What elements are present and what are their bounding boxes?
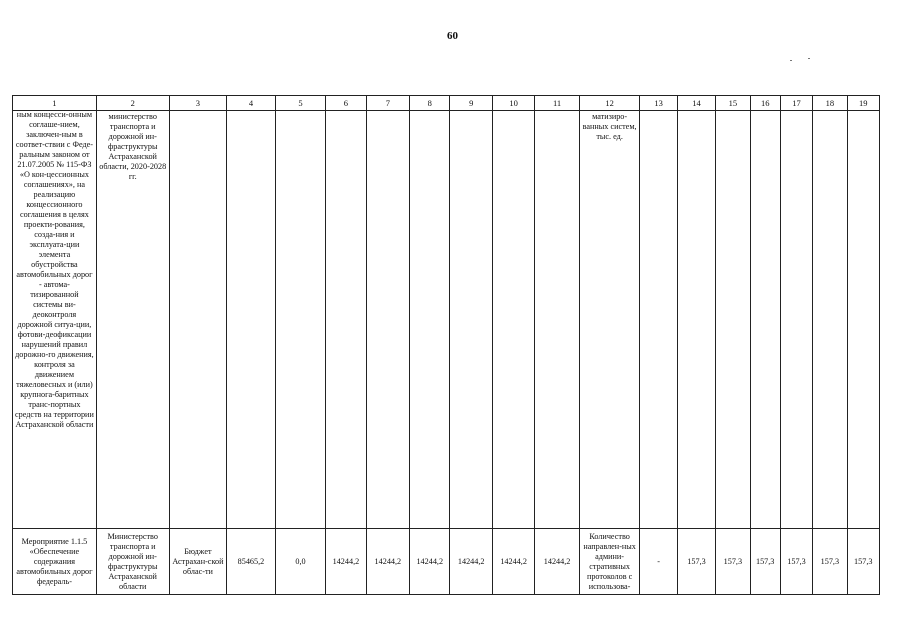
table-row bbox=[13, 111, 880, 529]
table-cell: 157,3 bbox=[847, 529, 879, 595]
table-cell bbox=[492, 111, 534, 529]
column-header: 1 bbox=[13, 96, 97, 111]
table-cell bbox=[410, 111, 450, 529]
table-cell bbox=[813, 111, 847, 529]
table-cell bbox=[716, 111, 750, 529]
table-cell: матизиро-ванных систем, тыс. ед. bbox=[579, 111, 640, 529]
table-cell bbox=[780, 111, 812, 529]
column-header: 3 bbox=[169, 96, 227, 111]
table-cell bbox=[366, 111, 409, 529]
column-header: 13 bbox=[640, 96, 677, 111]
table-cell bbox=[169, 111, 227, 529]
column-header: 6 bbox=[326, 96, 366, 111]
table-cell: 14244,2 bbox=[410, 529, 450, 595]
table-cell: Бюджет Астрахан-ской облас-ти bbox=[169, 529, 227, 595]
table-cell: 14244,2 bbox=[450, 529, 492, 595]
scan-speck bbox=[790, 60, 792, 61]
table-cell bbox=[326, 111, 366, 529]
page-number: 60 bbox=[447, 30, 458, 42]
column-header: 17 bbox=[780, 96, 812, 111]
table-cell: 157,3 bbox=[716, 529, 750, 595]
cell-text: ным концесси-онным соглаше-нием, заключен-ным в соответ-ствии с Феде-ральным законом от 21.07.2005 № 115-ФЗ «О кон-цессионных соглашениях», на реализацию концессионного соглашения в целях проекти-рования, созда-ния и эксплуата-ции элемента обустройства автомобильных дорог - автома-тизированной системы ви-деоконтроля дорожной ситуа-ции, фотови-деофиксации нарушений правил дорожно-го движения, контроля за движением тяжеловесных и (или) крупнога-баритных транс-портных средств на территории Астраханской области bbox=[15, 110, 94, 429]
column-header: 18 bbox=[813, 96, 847, 111]
table-cell: 14244,2 bbox=[535, 529, 579, 595]
table-cell: 14244,2 bbox=[366, 529, 409, 595]
table-cell: 157,3 bbox=[750, 529, 780, 595]
table-cell: 157,3 bbox=[813, 529, 847, 595]
table-cell bbox=[275, 111, 326, 529]
table-cell: Мероприятие 1.1.5 «Обеспечение содержания автомобильных дорог федераль- bbox=[13, 529, 97, 595]
column-header: 12 bbox=[579, 96, 640, 111]
table-cell: министерство транспорта и дорожной ин-фраструктуры Астраханской области, 2020-2028 гг. bbox=[96, 111, 169, 529]
table-cell: 157,3 bbox=[677, 529, 715, 595]
table-cell bbox=[450, 111, 492, 529]
table-cell: Министерство транспорта и дорожной ин-фраструктуры Астраханской области bbox=[96, 529, 169, 595]
table-cell bbox=[750, 111, 780, 529]
table-cell: 14244,2 bbox=[326, 529, 366, 595]
header-row bbox=[13, 96, 880, 111]
table-cell bbox=[13, 111, 97, 529]
table-row bbox=[13, 529, 880, 595]
column-header: 7 bbox=[366, 96, 409, 111]
table-cell: Количество направлен-ных админи-стративных протоколов с использова- bbox=[579, 529, 640, 595]
table-cell: 157,3 bbox=[780, 529, 812, 595]
column-header: 4 bbox=[227, 96, 276, 111]
column-header: 14 bbox=[677, 96, 715, 111]
table-cell: 14244,2 bbox=[492, 529, 534, 595]
column-header: 2 bbox=[96, 96, 169, 111]
data-table bbox=[12, 95, 880, 595]
table-cell: - bbox=[640, 529, 677, 595]
table-cell bbox=[640, 111, 677, 529]
table-cell bbox=[847, 111, 879, 529]
column-header: 9 bbox=[450, 96, 492, 111]
column-header: 5 bbox=[275, 96, 326, 111]
column-header: 10 bbox=[492, 96, 534, 111]
column-header: 11 bbox=[535, 96, 579, 111]
column-header: 15 bbox=[716, 96, 750, 111]
column-header: 16 bbox=[750, 96, 780, 111]
table-cell bbox=[677, 111, 715, 529]
column-header: 8 bbox=[410, 96, 450, 111]
table-cell bbox=[227, 111, 276, 529]
table-cell: 0,0 bbox=[275, 529, 326, 595]
table-cell bbox=[535, 111, 579, 529]
table-cell: 85465,2 bbox=[227, 529, 276, 595]
scan-speck bbox=[808, 58, 810, 59]
column-header: 19 bbox=[847, 96, 879, 111]
